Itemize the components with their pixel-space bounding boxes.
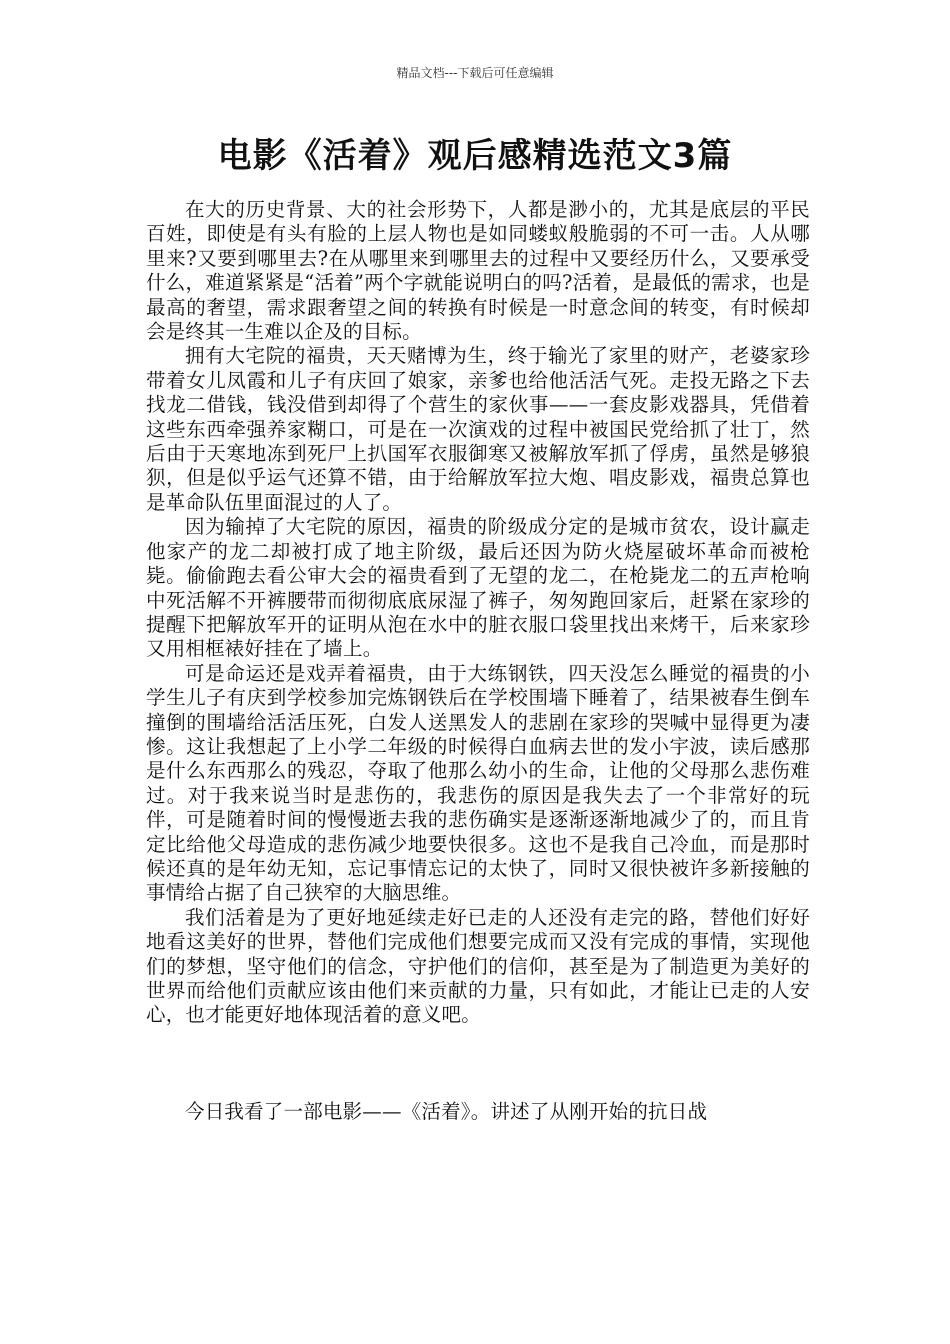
page-header: 精品文档---下载后可任意编辑 xyxy=(396,66,554,80)
document-body xyxy=(146,198,810,1124)
paragraph: 我们活着是为了更好地延续走好已走的人还没有走完的路，替他们好好地看这美好的世界，替他们完成他们想要完成而又没有完成的事情，实现他们的梦想，坚守他们的信念，守护他们的信仰，甚至是为了制造更为美好的世界而给他们贡献应该由他们来贡献的力量，只有如此，才能让已走的人安心，也才能更好地体现活着的意义吧。 xyxy=(146,905,810,1027)
paragraph: 可是命运还是戏弄着福贵，由于大练钢铁，四天没怎么睡觉的福贵的小学生儿子有庆到学校参加完炼钢铁后在学校围墙下睡着了，结果被春生倒车撞倒的围墙给活活压死，白发人送黑发人的悲剧在家珍的哭喊中显得更为凄惨。这让我想起了上小学二年级的时候得白血病去世的发小宇波，读后感那是什么东西那么的残忍，夺取了他那么幼小的生命，让他的父母那么悲伤难过。对于我来说当时是悲伤的，我悲伤的原因是我失去了一个非常好的玩伴，可是随着时间的慢慢逝去我的悲伤确实是逐渐逐渐地减少了的，而且肯定比给他父母造成的悲伤减少地要快很多。这也不是我自己冷血，而是那时候还真的是年幼无知，忘记事情忘记的太快了，同时又很快被许多新接触的事情给占据了自己狭窄的大脑思维。 xyxy=(146,661,810,905)
paragraph: 拥有大宅院的福贵，天天赌博为生，终于输光了家里的财产，老婆家珍带着女儿凤霞和儿子有庆回了娘家，亲爹也给他活活气死。走投无路之下去找龙二借钱，钱没借到却得了个营生的家伙事——一套皮影戏器具，凭借着这些东西牵强养家糊口，可是在一次演戏的过程中被国民党给抓了壮丁，然后由于天寒地冻到死尸上扒国军衣服御寒又被解放军抓了俘虏，虽然是够狼狈，但是似乎运气还算不错，由于给解放军拉大炮、唱皮影戏，福贵总算也是革命队伍里面混过的人了。 xyxy=(146,344,810,514)
document-title: 电影《活着》观后感精选范文3篇 xyxy=(217,136,733,176)
paragraph: 在大的历史背景、大的社会形势下，人都是渺小的，尤其是底层的平民百姓，即使是有头有脸的上层人物也是如同蝼蚁般脆弱的不可一击。人从哪里来?又要到哪里去?在从哪里来到哪里去的过程中又要经历什么，又要承受什么，难道紧紧是“活着”两个字就能说明白的吗?活着，是最低的需求，也是最高的奢望，需求跟奢望之间的转换有时候是一时意念间的转变，有时候却会是终其一生难以企及的目标。 xyxy=(146,198,810,344)
paragraph: 今日我看了一部电影——《活着》。讲述了从刚开始的抗日战 xyxy=(185,1099,708,1123)
paragraph: 因为输掉了大宅院的原因，福贵的阶级成分定的是城市贫农，设计赢走他家产的龙二却被打成了地主阶级，最后还因为防火烧屋破坏革命而被枪毙。偷偷跑去看公审大会的福贵看到了无望的龙二，在枪毙龙二的五声枪响中死活解不开裤腰带而彻彻底底尿湿了裤子，匆匆跑回家后，赶紧在家珍的提醒下把解放军开的证明从泡在水中的脏衣服口袋里找出来烤干，后来家珍又用相框裱好挂在了墙上。 xyxy=(146,515,810,661)
